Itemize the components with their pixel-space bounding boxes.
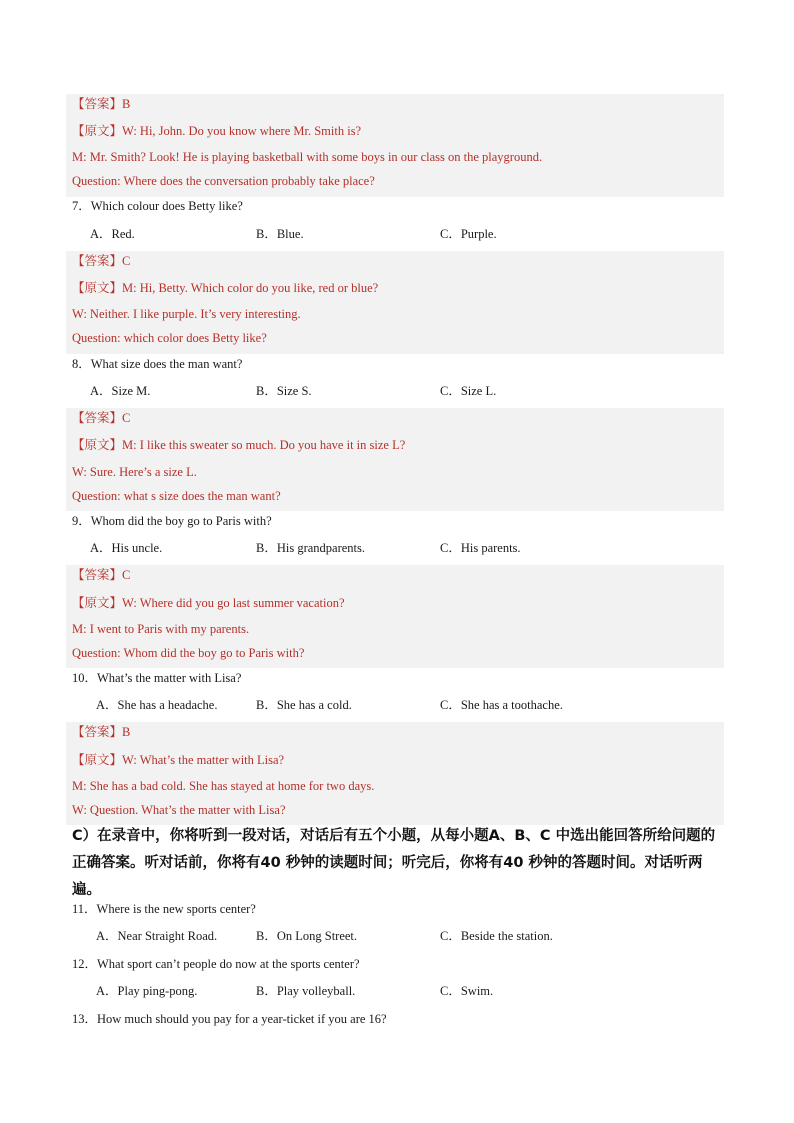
script-line: W: Sure. Here’s a size L. <box>72 465 197 479</box>
answer-line: 【答案】C <box>72 254 131 268</box>
section-c-instructions: C）在录音中，你将听到一段对话，对话后有五个小题，从每小题A、B、C 中选出能回答所给问题的正确答案。听对话前，你将有40 秒钟的读题时间；听完后，你将有40 秒钟的答题时间。对话听两遍。 <box>72 828 716 898</box>
question-12: 12．What sport can’t people do now at the sports center? <box>72 957 360 971</box>
question-13: 13．How much should you pay for a year-ticket if you are 16? <box>72 1012 387 1026</box>
question-line: Question: Whom did the boy go to Paris with? <box>72 646 305 660</box>
answer-line: 【答案】B <box>72 725 131 739</box>
question-line: Question: what s size does the man want? <box>72 489 281 503</box>
script-line: M: Mr. Smith? Look! He is playing basketball with some boys in our class on the playground. <box>72 150 543 164</box>
option-c: C．Beside the station. <box>440 929 553 943</box>
option-c: C．She has a toothache. <box>440 698 563 712</box>
option-a: A．Play ping-pong. <box>96 984 198 998</box>
script-line: 【原文】M: I like this sweater so much. Do you have it in size L? <box>72 438 406 452</box>
option-b: B．She has a cold. <box>256 698 352 712</box>
answer-line: 【答案】C <box>72 411 131 425</box>
option-b: B．Size S. <box>256 384 312 398</box>
option-b: B．On Long Street. <box>256 929 358 943</box>
question-9: 9．Whom did the boy go to Paris with? <box>72 514 272 528</box>
option-a: A．She has a headache. <box>96 698 218 712</box>
option-c: C．Swim. <box>440 984 494 998</box>
script-line: 【原文】M: Hi, Betty. Which color do you like, red or blue? <box>72 281 379 295</box>
script-line: 【原文】W: What’s the matter with Lisa? <box>72 753 285 767</box>
question-line: W: Question. What’s the matter with Lisa? <box>72 803 286 817</box>
answer-line: 【答案】C <box>72 568 131 582</box>
question-7: 7．Which colour does Betty like? <box>72 199 243 213</box>
answer-line: 【答案】B <box>72 97 131 111</box>
option-a: A．Size M. <box>90 384 151 398</box>
question-11: 11．Where is the new sports center? <box>72 902 256 916</box>
option-c: C．Purple. <box>440 227 497 241</box>
option-b: B．Play volleyball. <box>256 984 356 998</box>
question-10: 10．What’s the matter with Lisa? <box>72 671 242 685</box>
question-8: 8．What size does the man want? <box>72 357 243 371</box>
question-line: Question: Where does the conversation probably take place? <box>72 174 375 188</box>
option-a: A．Red. <box>90 227 135 241</box>
option-b: B．His grandparents. <box>256 541 366 555</box>
script-line: W: Neither. I like purple. It’s very interesting. <box>72 307 301 321</box>
script-line: M: She has a bad cold. She has stayed at home for two days. <box>72 779 375 793</box>
script-line: 【原文】W: Where did you go last summer vacation? <box>72 596 345 610</box>
option-b: B．Blue. <box>256 227 304 241</box>
option-a: A．His uncle. <box>90 541 163 555</box>
option-a: A．Near Straight Road. <box>96 929 218 943</box>
option-c: C．Size L. <box>440 384 497 398</box>
script-line: M: I went to Paris with my parents. <box>72 622 250 636</box>
script-line: 【原文】W: Hi, John. Do you know where Mr. Smith is? <box>72 124 362 138</box>
question-line: Question: which color does Betty like? <box>72 331 267 345</box>
option-c: C．His parents. <box>440 541 521 555</box>
